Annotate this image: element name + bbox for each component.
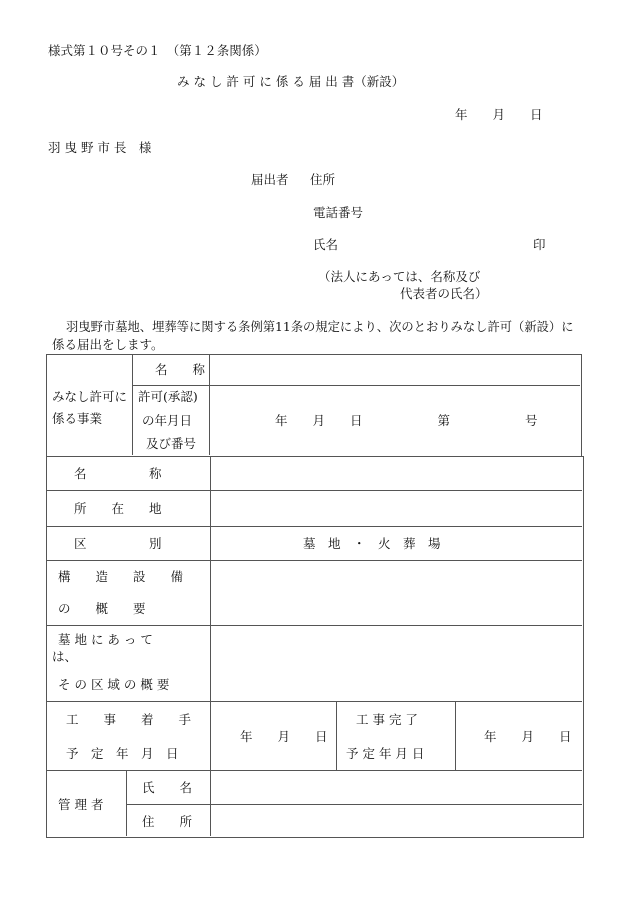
- facility-name-label: 名 称: [155, 362, 206, 377]
- seal-mark: 印: [533, 237, 546, 252]
- permit-date-number-field[interactable]: 年 月 日 第 号: [275, 413, 538, 428]
- end-date-field[interactable]: 年 月 日: [484, 729, 572, 744]
- cemetery-label-line3: そ の 区 域 の 概 要: [58, 677, 170, 692]
- notifier-label: 届出者: [251, 172, 289, 187]
- end-label-line2: 予 定 年 月 日: [346, 746, 425, 761]
- upper-divider-2: [209, 354, 210, 455]
- row-line-4: [46, 625, 582, 626]
- phone-label: 電話番号: [313, 205, 364, 220]
- manager-address-label: 住 所: [142, 814, 193, 829]
- cemetery-label-line1: 墓 地 に あ っ て: [58, 632, 153, 647]
- corp-note-line2: 代表者の氏名）: [400, 286, 488, 301]
- date-col-line-1: [336, 701, 337, 770]
- form-title: み な し 許 可 に 係 る 届 出 書（新設）: [177, 74, 405, 89]
- permit-label-line3: 及び番号: [146, 436, 197, 451]
- cemetery-area-field[interactable]: [214, 629, 578, 697]
- start-label-line2: 予 定 年 月 日: [66, 746, 179, 761]
- addressee: 羽 曳 野 市 長 様: [48, 140, 152, 155]
- category-value[interactable]: 墓 地 ・ 火 葬 場: [303, 536, 441, 551]
- name-row-label: 名 称: [74, 466, 162, 481]
- category-label: 区 別: [74, 536, 162, 551]
- group-label-line2: 係る事業: [52, 411, 103, 426]
- facility-name-field[interactable]: [212, 358, 578, 382]
- manager-label: 管 理 者: [58, 797, 104, 812]
- corp-note-line1: （法人にあっては、名称及び: [318, 269, 481, 284]
- row-line-7: [126, 804, 582, 805]
- structure-label-line1: 構 造 設 備: [58, 569, 184, 584]
- body-text-line2: 係る届出をします。: [52, 337, 164, 352]
- row-line-1: [46, 490, 582, 491]
- permit-label-line1: 許可(承認): [138, 389, 198, 404]
- row-line-2: [46, 526, 582, 527]
- row-line-3: [46, 560, 582, 561]
- structure-label-line2: の 概 要: [58, 601, 146, 616]
- location-label: 所 在 地: [74, 501, 162, 516]
- manager-name-label: 氏 名: [142, 780, 193, 795]
- manager-name-field[interactable]: [214, 774, 578, 800]
- name-label: 氏名: [313, 237, 339, 252]
- form-number: 様式第１０号その１ （第１２条関係）: [48, 43, 267, 58]
- body-text-line1: 羽曳野市墓地、埋葬等に関する条例第11条の規定により、次のとおりみなし許可（新設）に: [66, 320, 574, 334]
- upper-row-divider: [132, 385, 580, 386]
- start-label-line1: 工 事 着 手: [66, 712, 192, 727]
- structure-field[interactable]: [214, 564, 578, 621]
- end-label-line1: 工 事 完 了: [356, 712, 418, 727]
- submission-date[interactable]: 年 月 日: [455, 107, 543, 122]
- main-column-line: [210, 456, 211, 836]
- name-field[interactable]: [214, 460, 578, 486]
- start-date-field[interactable]: 年 月 日: [240, 729, 328, 744]
- manager-address-field[interactable]: [214, 808, 578, 832]
- upper-divider-1: [132, 354, 133, 455]
- row-line-5: [46, 701, 582, 702]
- permit-label-line2: の年月日: [142, 413, 193, 428]
- group-label-line1: みなし許可に: [52, 389, 128, 404]
- manager-col-line: [126, 770, 127, 836]
- address-label: 住所: [310, 172, 336, 187]
- location-field[interactable]: [214, 495, 578, 521]
- cemetery-label-line2: は、: [52, 649, 78, 664]
- date-col-line-2: [455, 701, 456, 770]
